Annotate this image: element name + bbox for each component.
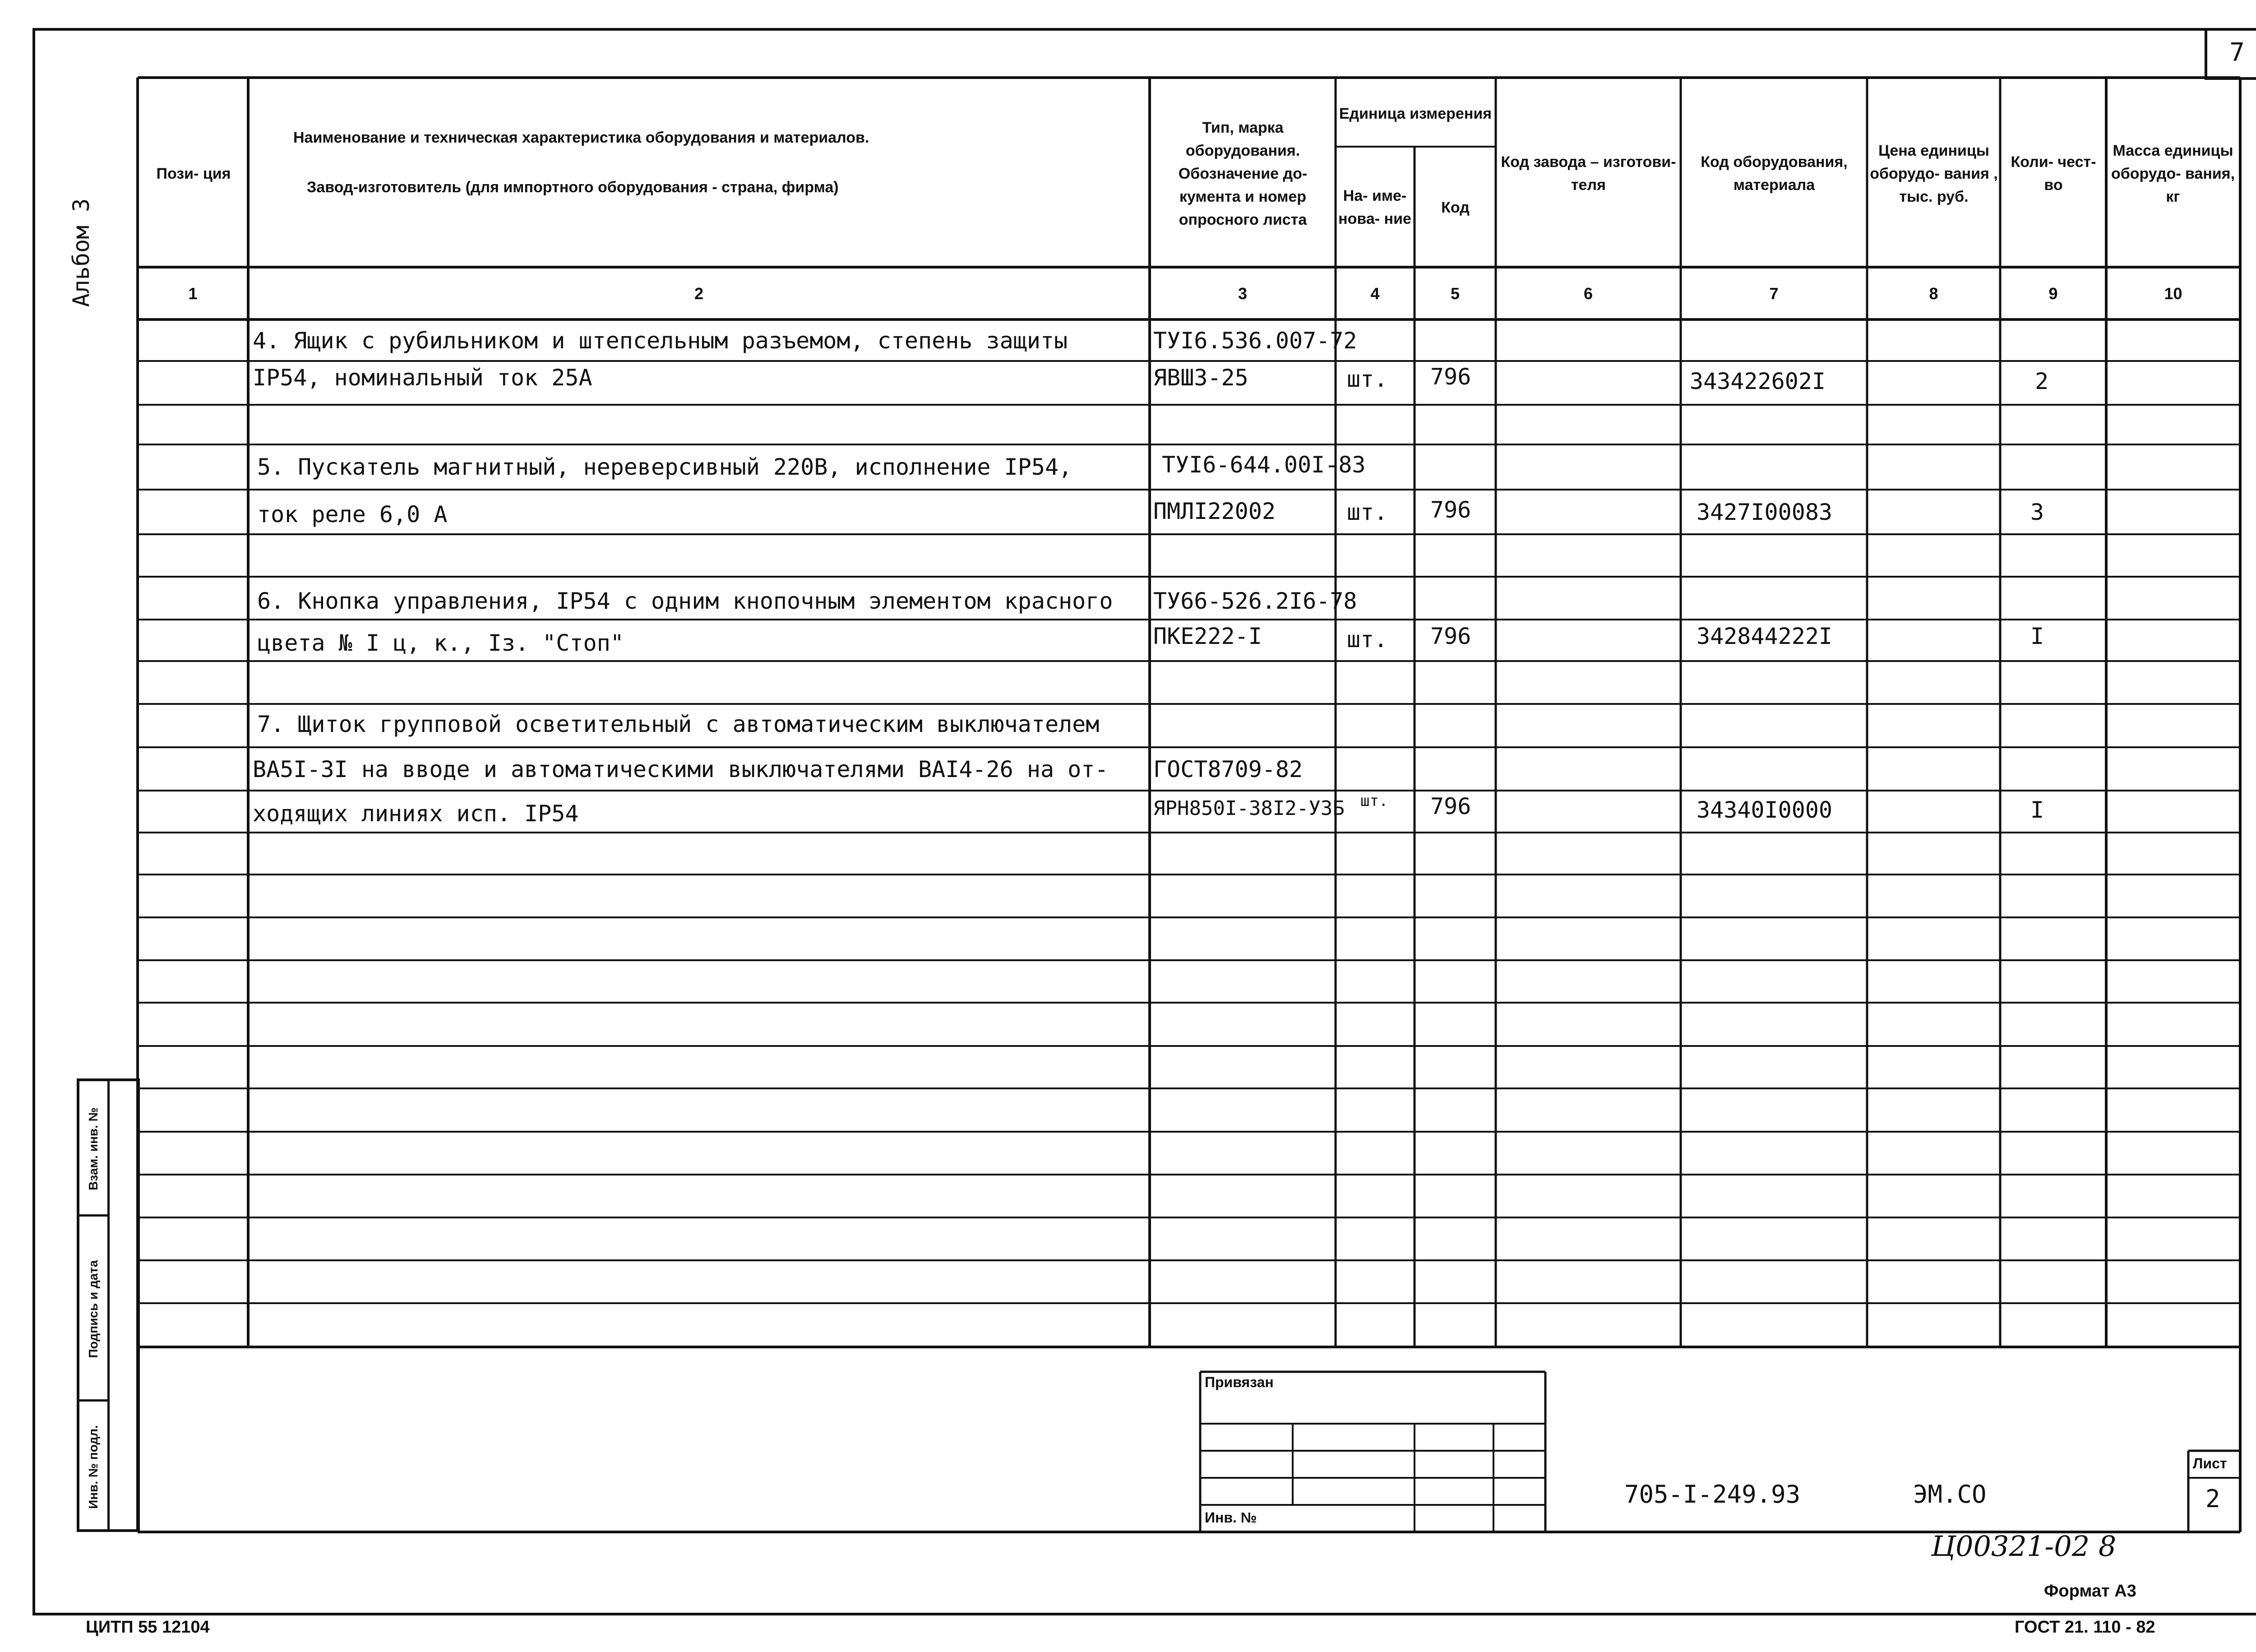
item5-doc: ТУI6-644.00I-83 (1162, 452, 1366, 478)
item4-unit: шт. (1347, 366, 1388, 392)
colnum-6: 6 (1583, 284, 1593, 303)
item5-name-line1: 5. Пускатель магнитный, нереверсивный 220В, исполнение IP54, (257, 454, 1073, 480)
item6-unit-code: 796 (1430, 623, 1471, 649)
item7-unit: шт. (1360, 792, 1388, 810)
item6-name-line1: 6. Кнопка управления, IP54 с одним кнопочным элементом красного (257, 588, 1113, 614)
item5-type: ПМЛI22002 (1153, 498, 1276, 524)
sheet-top-number: 7 (2205, 28, 2256, 80)
stamp-mark: ЭМ.СО (1913, 1480, 1987, 1509)
stamp-list-label: Лист (2193, 1455, 2227, 1472)
item7-qty: I (2030, 797, 2044, 823)
colnum-3: 3 (1238, 284, 1248, 303)
item5-name-line2: ток реле 6,0 A (257, 501, 448, 528)
stamp-privyazan: Привязан (1205, 1374, 1274, 1390)
item7-name-line3: ходящих линиях исп. IP54 (253, 801, 579, 827)
item5-unit-code: 796 (1430, 497, 1471, 523)
item7-name-line2: ВА5I-3I на вводе и автоматическими выключателями ВАI4-26 на от- (253, 756, 1109, 782)
item5-unit: шт. (1347, 499, 1388, 525)
item4-name-line1: 4. Ящик с рубильником и штепсельным разъемом, степень защиты (253, 328, 1068, 354)
item4-qty: 2 (2035, 368, 2049, 394)
header-price: Цена единицы оборудо- вания , тыс. руб. (1870, 142, 1998, 205)
item6-code: 342844222I (1697, 623, 1833, 649)
item7-unit-code: 796 (1430, 793, 1471, 819)
header-equipment-code: Код оборудования, материала (1701, 153, 1848, 194)
header-mass: Масса единицы оборудо- вания, кг (2111, 142, 2235, 205)
citp-label: ЦИТП 55 12104 (86, 1618, 210, 1637)
header-maker-code: Код завода – изготови- теля (1501, 153, 1676, 194)
header-quantity: Коли- чест- во (2011, 153, 2096, 194)
item6-qty: I (2030, 623, 2044, 649)
item7-name-line1: 7. Щиток групповой осветительный с автоматическим выключателем (257, 711, 1100, 737)
header-name-line1: Наименование и техническая характеристика оборудования и материалов. (293, 129, 869, 146)
colnum-9: 9 (2048, 284, 2058, 303)
colnum-5: 5 (1450, 284, 1460, 303)
item4-type: ЯВШ3-25 (1153, 365, 1248, 391)
stamp-doc-code: 705-I-249.93 (1624, 1480, 1801, 1509)
item4-name-line2: IP54, номинальный ток 25A (253, 365, 592, 391)
item6-type: ПКЕ222-I (1153, 623, 1262, 649)
item6-doc: ТУ66-526.2I6-78 (1153, 588, 1357, 614)
stamp-list-number: 2 (2205, 1485, 2220, 1513)
colnum-7: 7 (1769, 284, 1779, 303)
header-unit-name: На- име- нова- ние (1338, 187, 1411, 227)
format-label: Формат А3 (2044, 1582, 2136, 1601)
item7-type: ЯРН850I-38I2-У3Б (1153, 797, 1345, 820)
album-label: Альбом 3 (68, 198, 94, 307)
item6-name-line2: цвета № I ц, к., Iз. "Стоп" (257, 630, 624, 656)
stamp-inv-no: Инв. № (1205, 1509, 1257, 1526)
inv-podl-label: Инв. № подл. (86, 1425, 100, 1509)
vzam-inv-label: Взам. инв. № (86, 1107, 100, 1190)
item5-code: 3427I00083 (1697, 499, 1833, 525)
colnum-4: 4 (1370, 284, 1380, 303)
header-type: Тип, марка оборудования. Обозначение до- кумента и номер опросного листа (1178, 119, 1308, 228)
header-unit-group: Единица измерения (1339, 105, 1492, 122)
handwritten-note: Ц00321-02 8 (1931, 1530, 2117, 1563)
header-position: Пози- ция (156, 165, 231, 182)
podpis-data-label: Подпись и дата (86, 1260, 100, 1358)
item4-code: 343422602I (1690, 368, 1826, 394)
item7-doc: ГОСТ8709-82 (1153, 756, 1303, 782)
colnum-1: 1 (188, 284, 198, 303)
colnum-10: 10 (2164, 284, 2182, 303)
item4-doc: ТУI6.536.007-72 (1153, 328, 1357, 354)
item6-unit: шт. (1347, 626, 1388, 652)
gost-label: ГОСТ 21. 110 - 82 (2015, 1618, 2155, 1637)
header-name-line2: Завод-изготовитель (для импортного оборудования - страна, фирма) (307, 178, 839, 196)
item4-unit-code: 796 (1430, 364, 1471, 390)
header-unit-code: Код (1441, 199, 1470, 216)
item5-qty: 3 (2030, 499, 2044, 525)
item7-code: 34340I0000 (1697, 797, 1833, 823)
colnum-8: 8 (1929, 284, 1938, 303)
colnum-2: 2 (694, 284, 704, 303)
